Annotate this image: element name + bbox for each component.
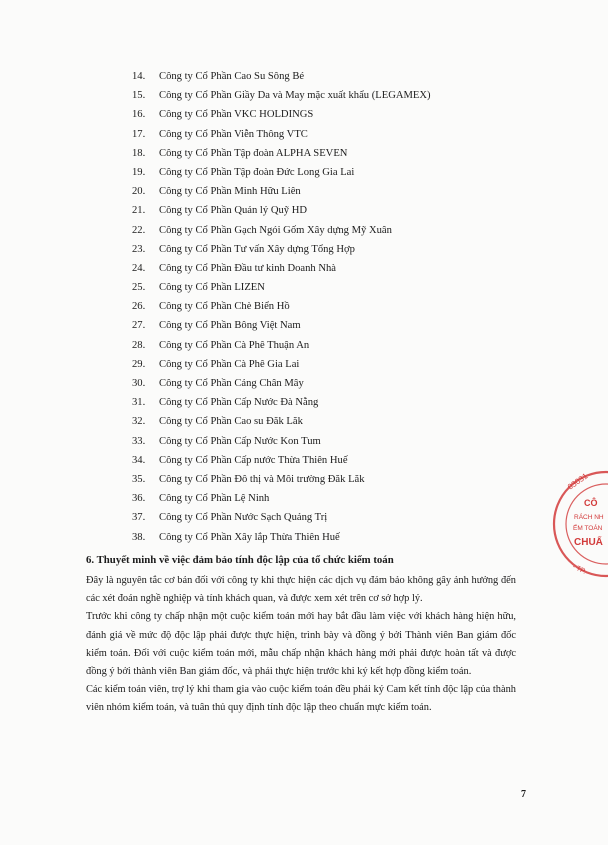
section-paragraph: Trước khi công ty chấp nhận một cuộc kiểm toán mới hay bắt đầu làm việc với khách hàng hiện hữu, đánh giá về mức độ độc lập phải được thực hiện, trình bày và đồng ý bởi Thành viên Ban giám đốc kiểm toán. Đối với cuộc kiểm toán mới, mẫu chấp nhận khách hàng mới phải được hoàn tất và được đồng ý bởi thành viên Ban giám đốc, và phải thực hiện trước khi ký kết hợp đồng kiểm toán. <box>86 611 516 678</box>
list-item: 27. Công ty Cổ Phần Bông Việt Nam <box>132 320 301 332</box>
list-item: 32. Công ty Cổ Phần Cao su Đăk Lăk <box>132 416 303 428</box>
list-item: 22. Công ty Cổ Phần Gạch Ngói Gốm Xây dựng Mỹ Xuân <box>132 224 392 236</box>
company-seal-stamp <box>548 468 608 580</box>
list-item: 28. Công ty Cổ Phần Cà Phê Thuận An <box>132 339 310 351</box>
list-item: 33. Công ty Cổ Phần Cấp Nước Kon Tum <box>132 435 321 447</box>
list-item: 20. Công ty Cổ Phần Minh Hữu Liên <box>132 186 301 198</box>
svg-text:03031: 03031 <box>565 471 590 492</box>
list-item: 24. Công ty Cổ Phần Đầu tư kinh Doanh Nhà <box>132 262 336 274</box>
list-item: 34. Công ty Cổ Phần Cấp nước Thừa Thiên Huế <box>132 454 348 466</box>
svg-text:ẾM TOÁN: ẾM TOÁN <box>573 525 603 532</box>
list-item: 19. Công ty Cổ Phần Tập đoàn Đức Long Gia Lai <box>132 166 355 178</box>
list-item: 25. Công ty Cổ Phần LIZEN <box>132 282 265 294</box>
independence-section <box>86 552 516 718</box>
list-item: 31. Công ty Cổ Phần Cấp Nước Đà Nẵng <box>132 397 319 409</box>
svg-text:CÔ: CÔ <box>584 498 598 508</box>
section-paragraph: Các kiểm toán viên, trợ lý khi tham gia vào cuộc kiểm toán đều phải ký Cam kết tính độc lập của thành viên nhóm kiểm toán, và tuân thủ quy định tính độc lập theo chuẩn mực kiểm toán. <box>86 684 516 714</box>
list-item: 15. Công ty Cổ Phần Giầy Da và May mặc xuất khẩu (LEGAMEX) <box>132 90 431 102</box>
svg-text:CHUẨ: CHUẨ <box>574 537 603 548</box>
company-list <box>132 67 552 547</box>
list-item: 26. Công ty Cổ Phần Chè Biển Hồ <box>132 301 290 313</box>
list-item: 36. Công ty Cổ Phần Lệ Ninh <box>132 493 270 505</box>
list-item: 30. Công ty Cổ Phần Cảng Chân Mây <box>132 378 304 389</box>
section-paragraph: Đây là nguyên tắc cơ bản đối với công ty khi thực hiện các dịch vụ đảm bảo không gây ảnh hưởng đến các xét đoán nghề nghiệp và tính khách quan, và được xem xét trên cơ sở hợp lý. <box>86 575 516 605</box>
list-item: 14. Công ty Cổ Phần Cao Su Sông Bé <box>132 71 305 82</box>
svg-text:RÁCH NH: RÁCH NH <box>574 514 604 521</box>
list-item: 17. Công ty Cổ Phần Viễn Thông VTC <box>132 128 308 140</box>
svg-text:- TP.: - TP. <box>571 563 587 576</box>
list-item: 23. Công ty Cổ Phần Tư vấn Xây dựng Tổng Hợp <box>132 243 355 255</box>
list-item: 18. Công ty Cổ Phần Tập đoàn ALPHA SEVEN <box>132 147 348 159</box>
list-item: 16. Công ty Cổ Phần VKC HOLDINGS <box>132 109 314 121</box>
list-item: 38. Công ty Cổ Phần Xây lắp Thừa Thiên Huế <box>132 531 340 543</box>
list-item: 37. Công ty Cổ Phần Nước Sạch Quảng Trị <box>132 512 328 524</box>
page-number: 7 <box>521 789 526 800</box>
list-item: 21. Công ty Cổ Phần Quản lý Quỹ HD <box>132 205 308 217</box>
list-item: 29. Công ty Cổ Phần Cà Phê Gia Lai <box>132 358 300 370</box>
list-item: 35. Công ty Cổ Phần Đô thị và Môi trường Đăk Lăk <box>132 473 365 485</box>
section-heading: 6. Thuyết minh về việc đảm bảo tính độc lập của tổ chức kiểm toán <box>86 554 394 566</box>
